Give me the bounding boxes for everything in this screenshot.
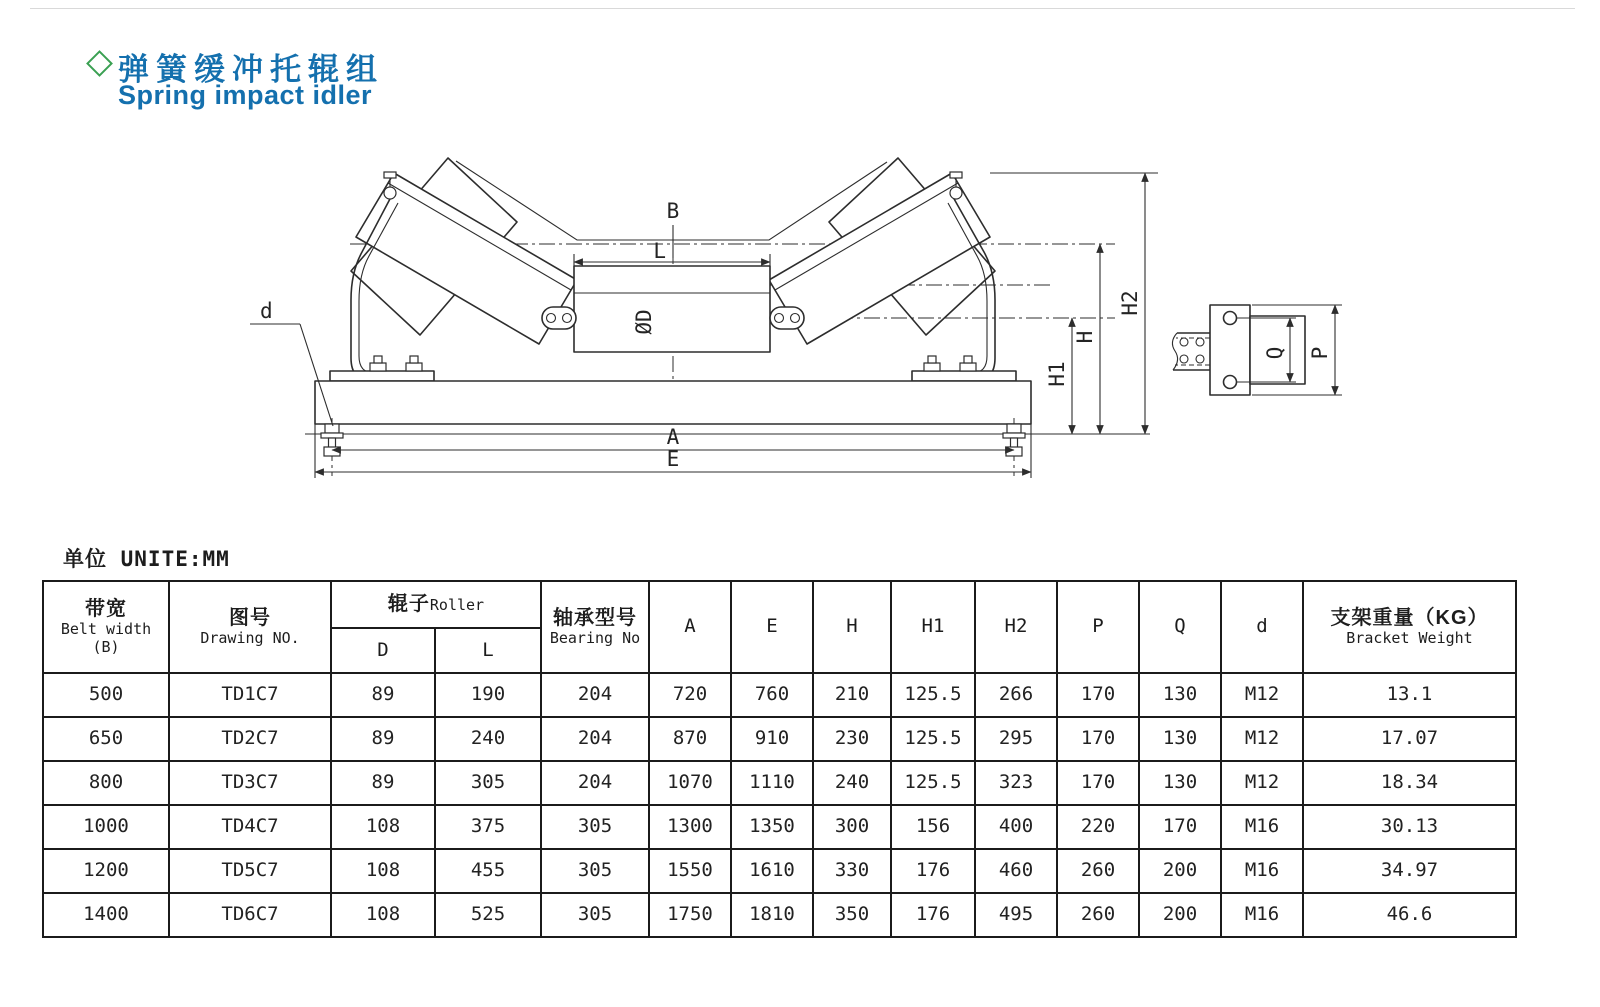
table-cell: 108 — [331, 893, 435, 937]
table-cell: 170 — [1139, 805, 1221, 849]
table-cell: 375 — [435, 805, 541, 849]
table-cell: 495 — [975, 893, 1057, 937]
table-cell: 108 — [331, 849, 435, 893]
hanger-bolt-right — [1003, 418, 1025, 476]
foot-bolt — [960, 363, 976, 371]
spec-table-body — [43, 673, 1516, 937]
foot-bolt — [406, 363, 422, 371]
table-cell: 204 — [541, 673, 649, 717]
table-cell: 800 — [43, 761, 169, 805]
table-cell: 1070 — [649, 761, 731, 805]
table-cell: M12 — [1221, 761, 1303, 805]
table-cell: 300 — [813, 805, 891, 849]
col-header-roller: 辊子Roller — [331, 581, 541, 628]
table-cell: 200 — [1139, 893, 1221, 937]
table-cell: TD6C7 — [169, 893, 331, 937]
table-cell: 130 — [1139, 761, 1221, 805]
table-cell: 230 — [813, 717, 891, 761]
table-cell: M12 — [1221, 717, 1303, 761]
page-title-zh: 弹簧缓冲托辊组 — [118, 52, 384, 87]
table-cell: 89 — [331, 761, 435, 805]
table-cell: 323 — [975, 761, 1057, 805]
table-cell: 17.07 — [1303, 717, 1516, 761]
table-cell: 1400 — [43, 893, 169, 937]
table-cell: 13.1 — [1303, 673, 1516, 717]
table-cell: 720 — [649, 673, 731, 717]
table-cell: 240 — [435, 717, 541, 761]
table-cell: TD4C7 — [169, 805, 331, 849]
table-cell: TD1C7 — [169, 673, 331, 717]
table-cell: M16 — [1221, 893, 1303, 937]
table-cell: 176 — [891, 893, 975, 937]
table-cell: 125.5 — [891, 761, 975, 805]
table-cell: 455 — [435, 849, 541, 893]
front-view — [250, 158, 1158, 478]
col-header-p: P — [1057, 581, 1139, 673]
table-cell: 156 — [891, 805, 975, 849]
col-header-h2: H2 — [975, 581, 1057, 673]
table-cell: 525 — [435, 893, 541, 937]
beam-hole — [1180, 338, 1188, 346]
col-header-a: A — [649, 581, 731, 673]
spring-bolt-left — [384, 187, 396, 199]
dim-label-q: Q — [1263, 346, 1287, 360]
table-cell: 350 — [813, 893, 891, 937]
col-header-h: H — [813, 581, 891, 673]
beam-hole — [1196, 338, 1204, 346]
table-cell: 910 — [731, 717, 813, 761]
table-row — [43, 849, 1516, 893]
table-cell: 30.13 — [1303, 805, 1516, 849]
table-cell: 460 — [975, 849, 1057, 893]
table-cell: 34.97 — [1303, 849, 1516, 893]
table-cell: TD5C7 — [169, 849, 331, 893]
table-cell: 220 — [1057, 805, 1139, 849]
center-roller — [574, 266, 770, 352]
table-row — [43, 805, 1516, 849]
table-cell: 1610 — [731, 849, 813, 893]
plate-hole-top — [1224, 312, 1237, 325]
table-cell: M12 — [1221, 673, 1303, 717]
table-cell: 305 — [435, 761, 541, 805]
table-cell: 130 — [1139, 717, 1221, 761]
spring-bolt-right-nut — [950, 172, 962, 178]
unit-label: 单位 UNITE:MM — [63, 547, 230, 571]
spring-bolt-left-nut — [384, 172, 396, 178]
col-header-h1: H1 — [891, 581, 975, 673]
table-cell: 1810 — [731, 893, 813, 937]
foot-bolt — [924, 363, 940, 371]
side-view — [1172, 305, 1342, 395]
foot-bolt-head — [964, 356, 972, 363]
table-cell: 204 — [541, 761, 649, 805]
dim-label-b: B — [666, 199, 680, 223]
table-cell: 1110 — [731, 761, 813, 805]
table-cell: 305 — [541, 805, 649, 849]
dim-label-h1: H1 — [1045, 361, 1069, 387]
col-header-e: E — [731, 581, 813, 673]
table-cell: 46.6 — [1303, 893, 1516, 937]
col-header-roller-l: L — [435, 628, 541, 673]
table-cell: 650 — [43, 717, 169, 761]
spec-table — [42, 580, 1517, 938]
base-channel — [315, 381, 1031, 424]
table-cell: 89 — [331, 717, 435, 761]
table-cell: 200 — [1139, 849, 1221, 893]
col-header-q: Q — [1139, 581, 1221, 673]
table-cell: 1350 — [731, 805, 813, 849]
table-cell: 266 — [975, 673, 1057, 717]
table-cell: 190 — [435, 673, 541, 717]
dim-label-h2: H2 — [1118, 290, 1142, 316]
table-cell: 305 — [541, 893, 649, 937]
table-cell: 210 — [813, 673, 891, 717]
table-cell: 1200 — [43, 849, 169, 893]
table-cell: 170 — [1057, 717, 1139, 761]
table-cell: 125.5 — [891, 673, 975, 717]
table-row — [43, 673, 1516, 717]
col-header-drawing-no: 图号 Drawing NO. — [169, 581, 331, 673]
foot-bolt-head — [410, 356, 418, 363]
table-cell: 1000 — [43, 805, 169, 849]
beam-break-line — [1172, 333, 1177, 370]
dim-label-a: A — [666, 425, 680, 449]
link-plate-right — [770, 307, 804, 329]
table-cell: 870 — [649, 717, 731, 761]
table-cell: 400 — [975, 805, 1057, 849]
table-cell: 125.5 — [891, 717, 975, 761]
table-cell: M16 — [1221, 849, 1303, 893]
table-cell: 170 — [1057, 761, 1139, 805]
table-cell: M16 — [1221, 805, 1303, 849]
table-cell: 108 — [331, 805, 435, 849]
spring-bolt-right — [950, 187, 962, 199]
table-cell: 18.34 — [1303, 761, 1516, 805]
beam-hole — [1180, 355, 1188, 363]
dim-label-od: ØD — [632, 309, 656, 335]
dim-label-e: E — [666, 447, 680, 471]
table-cell: TD2C7 — [169, 717, 331, 761]
table-cell: 260 — [1057, 849, 1139, 893]
table-cell: TD3C7 — [169, 761, 331, 805]
table-row — [43, 893, 1516, 937]
table-cell: 305 — [541, 849, 649, 893]
table-cell: 500 — [43, 673, 169, 717]
table-cell: 170 — [1057, 673, 1139, 717]
table-cell: 330 — [813, 849, 891, 893]
col-header-roller-d: D — [331, 628, 435, 673]
table-cell: 1300 — [649, 805, 731, 849]
table-cell: 130 — [1139, 673, 1221, 717]
table-cell: 89 — [331, 673, 435, 717]
table-cell: 760 — [731, 673, 813, 717]
table-row — [43, 717, 1516, 761]
table-cell: 204 — [541, 717, 649, 761]
col-header-belt-width: 带宽 Belt width (B) — [43, 581, 169, 673]
plate-hole-bottom — [1224, 376, 1237, 389]
foot-bolt-head — [374, 356, 382, 363]
dim-label-d: d — [260, 299, 273, 323]
foot-bolt-head — [928, 356, 936, 363]
table-row — [43, 761, 1516, 805]
col-header-d: d — [1221, 581, 1303, 673]
page-title-en: Spring impact idler — [118, 80, 373, 110]
foot-plate-left — [330, 371, 434, 381]
foot-bolt — [370, 363, 386, 371]
dim-label-l: L — [653, 239, 666, 263]
link-plate-left — [542, 307, 576, 329]
table-cell: 295 — [975, 717, 1057, 761]
table-cell: 1550 — [649, 849, 731, 893]
foot-plate-right — [912, 371, 1016, 381]
hanger-bolt-left — [321, 418, 343, 476]
table-cell: 260 — [1057, 893, 1139, 937]
table-cell: 1750 — [649, 893, 731, 937]
table-cell: 240 — [813, 761, 891, 805]
col-header-bearing: 轴承型号 Bearing No — [541, 581, 649, 673]
col-header-bracket-weight: 支架重量（KG） Bracket Weight — [1303, 581, 1516, 673]
dim-label-p: P — [1308, 346, 1332, 360]
dim-label-h: H — [1073, 330, 1097, 344]
table-cell: 176 — [891, 849, 975, 893]
beam-hole — [1196, 355, 1204, 363]
